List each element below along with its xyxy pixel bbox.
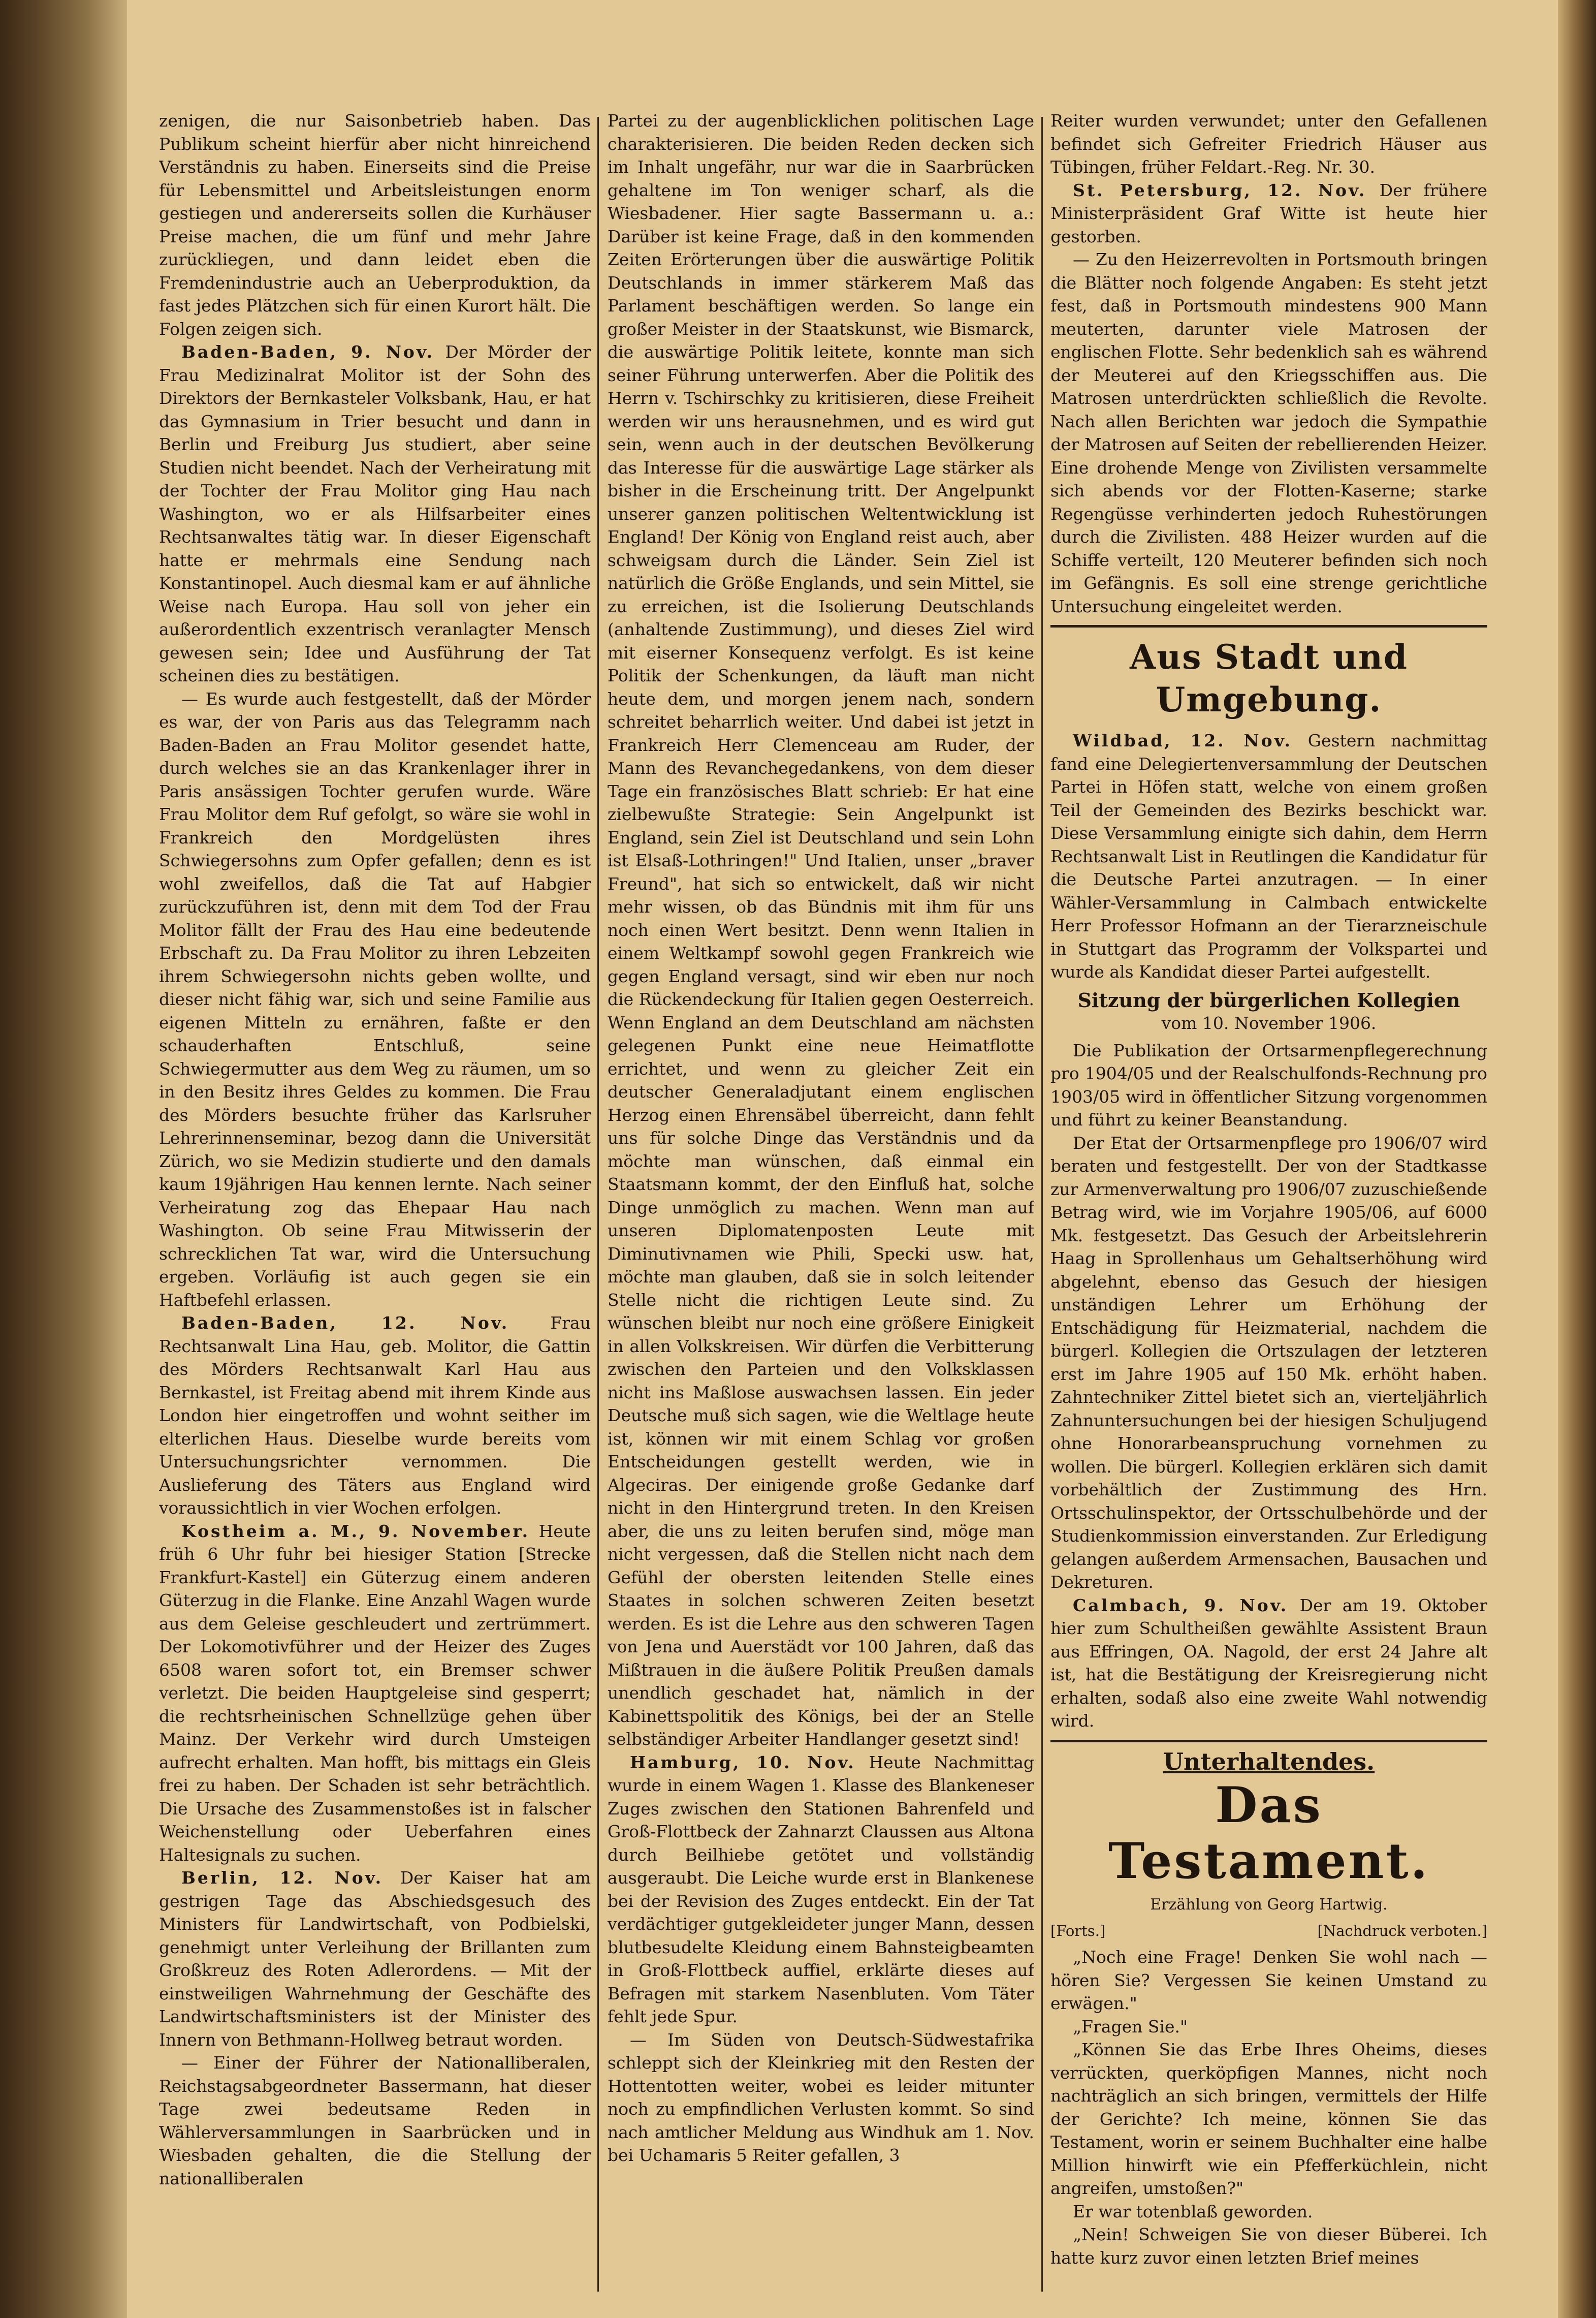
paragraph-text: Der frühere Ministerpräsident Graf Witte ist heute hier gestorben. [1050, 180, 1487, 246]
paragraph-text: Der Kaiser hat am gestrigen Tage das Abschiedsgesuch des Ministers für Landwirtschaft, von Podbielski, genehmigt unter Verleihung der Brillanten zum Großkreuz des Roten Adlerordens. — Mit der einstweiligen Wahrnehmung der Geschäfte des Landwirtschaftsministers ist der Minister des Innern von Bethmann-Hollweg betraut worden. [159, 1868, 591, 2050]
paragraph-text: Heute früh 6 Uhr fuhr bei hiesiger Station [Strecke Frankfurt-Kastel] ein Güterzug einem anderen Güterzug in die Flanke. Eine Anzahl Wagen wurde aus dem Geleise geschleudert und zertrümmert. Der Lokomotivführer und der Heizer des Zuges 6508 waren sofort tot, ein Bremser schwer verletzt. Die beiden Hauptgeleise sind gesperrt; die rechtsrheinischen Schnellzüge gehen über Mainz. Der Verkehr wird durch Umsteigen aufrecht erhalten. Man hofft, bis mittags ein Gleis frei zu haben. Der Schaden ist sehr beträchtlich. Die Ursache des Zusammenstoßes ist in falscher Weichenstellung oder Ueberfahren eines Haltesignals zu suchen. [159, 1521, 591, 1865]
paragraph-text: Reiter wurden verwundet; unter den Gefallenen befindet sich Gefreiter Friedrich Häuser aus Tübingen, früher Feldart.-Reg. Nr. 30. [1050, 111, 1487, 177]
dateline: Kostheim a. M., 9. November. [181, 1521, 530, 1541]
session-date: vom 10. November 1906. [1161, 1013, 1377, 1033]
dateline: Berlin, 12. Nov. [181, 1868, 384, 1888]
article-paragraph [159, 2051, 591, 2190]
dateline: St. Petersburg, 12. Nov. [1073, 180, 1367, 200]
section-divider [1050, 1740, 1487, 1742]
paragraph-text: zenigen, die nur Saisonbetrieb haben. Das Publikum scheint hierfür aber nicht hinreichend Verständnis zu haben. Einerseits sind die Preise für Lebensmittel und Arbeitsleistungen enorm gestiegen und andererseits sollen die Kurhäuser Preise machen, die um fünf und mehr Jahre zurückliegen, und dann leidet eben die Fremdenindustrie auch an Ueberproduktion, da fast jedes Plätzchen sich für einen Kurort hält. Die Folgen zeigen sich. [159, 111, 591, 339]
article-paragraph [159, 1311, 591, 1520]
story-paragraph: „Nein! Schweigen Sie von dieser Büberei. Ich hatte kurz zuvor einen letzten Brief meines [1050, 2225, 1487, 2268]
dateline: Baden-Baden, 12. Nov. [181, 1313, 509, 1333]
article-paragraph [1050, 109, 1487, 179]
paragraph-text: Die Publikation der Ortsarmenpflegerechnung pro 1904/05 und der Realschulfonds-Rechnung pro 1903/05 wird in öffentlicher Sitzung vorgenommen und führt zu keiner Beanstandung. [1050, 1040, 1487, 1130]
article-paragraph [1050, 729, 1487, 984]
article-paragraph [608, 2028, 1034, 2167]
paragraph-text: — Einer der Führer der Nationalliberalen, Reichstagsabgeordneter Bassermann, hat dieser Tage zwei bedeutsame Reden in Wählerversammlungen in Saarbrücken und in Wiesbaden gehalten, die die Stellung der nationalliberalen [159, 2053, 591, 2188]
paragraph-text: Der Mörder der Frau Medizinalrat Molitor ist der Sohn des Direktors der Bernkasteler Volksbank, Hau, er hat das Gymnasium in Trier besucht und dann in Berlin und Freiburg Jus studiert, aber seine Studien nicht beendet. Nach der Verheiratung mit der Tochter der Frau Molitor ging Hau nach Washington, wo er als Hilfsarbeiter eines Rechtsanwaltes tätig war. In dieser Eigenschaft hatte er mehrmals eine Sendung nach Konstantinopel. Auch diesmal kam er auf ähnliche Weise nach Europa. Hau soll von jeher ein außerordentlich exzentrisch veranlagter Mensch gewesen sein; Idee und Ausführung der Tat scheinen dies zu bestätigen. [159, 342, 591, 685]
column-rule [1041, 117, 1043, 2292]
paragraph-text: — Es wurde auch festgestellt, daß der Mörder es war, der von Paris aus das Telegramm nach Baden-Baden an Frau Molitor gesendet hatte, durch welches sie an das Krankenlager ihrer in Paris ansässigen Tochter gerufen wurde. Wäre Frau Molitor dem Ruf gefolgt, so wäre sie wohl in Frankreich den Mordgelüsten ihres Schwiegersohns zum Opfer gefallen; denn es ist wohl zweifellos, daß die Tat auf Habgier zurückzuführen ist, denn mit dem Tod der Frau Molitor fällt der Frau des Hau eine bedeutende Erbschaft zu. Da Frau Molitor zu ihren Lebzeiten ihrem Schwiegersohn nichts geben wollte, und dieser nicht fähig war, sich und seine Familie aus eigenen Mitteln zu ernähren, faßte er den schauderhaften Entschluß, seine Schwiegermutter aus dem Weg zu räumen, um so in den Besitz ihres Geldes zu kommen. Die Frau des Mörders besuchte früher das Karlsruher Lehrerinnenseminar, bezog dann die Universität Zürich, wo sie Medizin studierte und den damals kaum 19jährigen Hau kennen lernte. Nach seiner Verheiratung zog das Ehepaar Hau nach Washington. Ob seine Frau Mitwisserin der schrecklichen Tat war, wird die Untersuchung ergeben. Vorläufig ist auch gegen sie ein Haftbefehl erlassen. [159, 688, 591, 1310]
story-paragraph: „Fragen Sie." [1073, 2016, 1188, 2037]
column-3 [1050, 109, 1487, 2294]
story-paragraph: „Noch eine Frage! Denken Sie wohl nach — hören Sie? Vergessen Sie keinen Umstand zu erwägen." [1050, 1947, 1487, 2013]
dateline: Calmbach, 9. Nov. [1073, 1595, 1289, 1615]
article-paragraph [159, 109, 591, 340]
dateline: Baden-Baden, 9. Nov. [181, 342, 435, 362]
article-paragraph [159, 340, 591, 687]
book-spine [0, 0, 127, 2318]
reprint-note: [Nachdruck verboten.] [1317, 1922, 1487, 1939]
story-byline: Erzählung von Georg Hartwig. [1150, 1896, 1388, 1914]
paragraph-text: Partei zu der augenblicklichen politischen Lage charakterisieren. Die beiden Reden decken sich im Inhalt ungefähr, nur war die in Saarbrücken gehaltene im Ton weniger scharf, als die Wiesbadener. Hier sagte Bassermann u. a.: Darüber ist keine Frage, daß in den kommenden Zeiten Erörterungen über die auswärtige Politik Deutschlands in immer stärkerem Maß das Parlament beschäftigen werden. So lange ein großer Meister in der Staatskunst, wie Bismarck, die auswärtige Politik leitete, konnte man sich seiner Führung unterwerfen. Aber die Politik des Herrn v. Tschirschky zu kritisieren, diese Freiheit werden wir uns herausnehmen, und es wird gut sein, wenn auch in der deutschen Bevölkerung das Interesse für die auswärtige Lage stärker als bisher in die Erscheinung tritt. Der Angelpunkt unserer ganzen politischen Weltentwicklung ist England! Der König von England reist auch, aber schweigsam durch die Länder. Sein Ziel ist natürlich die Größe Englands, und sein Mittel, sie zu erreichen, ist die Isolierung Deutschlands (anhaltende Zustimmung), und dieses Ziel wird mit eiserner Konsequenz verfolgt. Es ist keine Politik der Schenkungen, da läuft man nicht heute dem, und morgen jenem nach, sondern schreitet beharrlich weiter. Und dabei ist jetzt in Frankreich Herr Clemenceau am Ruder, der Mann des Revanchegedankens, von dem dieser Tage ein französisches Blatt schrieb: Er hat eine zielbewußte Strategie: Sein Angelpunkt ist England, sein Ziel ist Deutschland und sein Lohn ist Elsaß-Lothringen!" Und Italien, unser „braver Freund", hat sich so entwickelt, daß wir nicht mehr wissen, ob das Bündnis mit ihm für uns noch einen Wert besitzt. Denn wenn Italien in einem Weltkampf sowohl gegen Frankreich wie gegen England versagt, sind wir eben nur noch die Rückendeckung für Italien gegen Oesterreich. Wenn England an dem Deutschland am nächsten gelegenen Punkt eine neue Heimatflotte errichtet, und wenn zu gleicher Zeit ein deutscher Generaladjutant einem englischen Herzog einen Ehrensäbel überreicht, dann fehlt uns für solche Dinge das Verständnis und da möchte man wünschen, daß einmal ein Staatsmann kommt, der den Einfluß hat, solche Dinge unmöglich zu machen. Wenn man auf unseren Diplomatenposten Leute mit Diminutivnamen wie Phili, Specki usw. hat, möchte man glauben, daß sie in solch leitender Stelle nicht die richtigen Leute sind. Zu wünschen bleibt nur noch eine größere Einigkeit in allen Volkskreisen. Wir dürfen die Verbitterung zwischen den Parteien und den Volksklassen nicht ins Maßlose auswachsen lassen. Ein jeder Deutsche muß sich sagen, wie die Weltlage heute ist, können wir mit einem Schlag vor großen Entscheidungen gestellt werden, wie in Algeciras. Der einigende große Gedanke darf nicht in den Hintergrund treten. In den Kreisen aber, die uns zu leiten berufen sind, möge man nicht vergessen, daß die Stellen nicht nach dem Gefühl der obersten leitenden Stelle eines Staates in solchen schweren Zeiten besetzt werden. Es ist die Lehre aus den schweren Tagen von Jena und Auerstädt vor 100 Jahren, daß das Mißtrauen in die äußere Politik Preußen damals unendlich geschadet hat, nämlich in der Kabinettspolitik des Königs, bei der an Stelle selbständiger Arbeiter Handlanger gesetzt sind! [608, 111, 1034, 1749]
story-notes [1050, 1920, 1487, 1943]
article-paragraph [159, 687, 591, 1312]
story-text [1050, 1946, 1487, 2269]
paragraph-text: — Im Süden von Deutsch-Südwestafrika schleppt sich der Kleinkrieg mit den Resten der Hottentotten weiter, wobei es leider mitunter noch zu empfindlichen Verlusten kommt. So sind nach amtlicher Meldung aus Windhuk am 1. Nov. bei Uchamaris 5 Reiter gefallen, 3 [608, 2029, 1034, 2165]
dateline: Wildbad, 12. Nov. [1073, 731, 1293, 750]
dateline: Hamburg, 10. Nov. [630, 1752, 856, 1772]
article-paragraph [608, 109, 1034, 1751]
column-rule [597, 117, 599, 2292]
feuilleton-label: Unterhaltendes. [1163, 1747, 1375, 1775]
local-news [1050, 729, 1487, 984]
article-paragraph [1050, 1594, 1487, 1733]
article-paragraph [1050, 1039, 1487, 1132]
continued-note: [Forts.] [1050, 1922, 1106, 1939]
article-paragraph [1050, 248, 1487, 618]
article-paragraph [1050, 1132, 1487, 1594]
session-heading: Sitzung der bürgerlichen Kollegien [1077, 988, 1460, 1012]
column-3-news [1050, 109, 1487, 618]
paragraph-text: Frau Rechtsanwalt Lina Hau, geb. Molitor, die Gattin des Mörders Rechtsanwalt Karl Hau aus Bernkastel, ist Freitag abend mit ihrem Kinde aus London hier eingetroffen und wohnt seither im elterlichen Haus. Dieselbe wurde bereits vom Untersuchungsrichter vernommen. Die Auslieferung des Täters aus England wird voraussichtlich in vier Wochen erfolgen. [159, 1313, 591, 1518]
column-1 [159, 109, 591, 2294]
article-paragraph [159, 1866, 591, 2051]
article-paragraph [1050, 179, 1487, 248]
paragraph-text: Heute Nachmittag wurde in einem Wagen 1. Klasse des Blankeneser Zuges zwischen den Stationen Bahrenfeld und Groß-Flottbeck der Zahnarzt Claussen aus Altona durch Beilhiebe getötet und vollständig ausgeraubt. Die Leiche wurde erst in Blankenese bei der Revision des Zuges entdeckt. Ein der Tat verdächtiger gutgekleideter junger Mann, dessen blutbesudelte Kleidung einem Bahnsteigbeamten in Groß-Flottbeck auffiel, erklärte dieses auf Befragen mit starkem Nasenbluten. Vom Täter fehlt jede Spur. [608, 1752, 1034, 2026]
article-paragraph [608, 1751, 1034, 2028]
story-paragraph: Er war totenblaß geworden. [1073, 2201, 1313, 2221]
session-report [1050, 1039, 1487, 1733]
paragraph-text: Der Etat der Ortsarmenpflege pro 1906/07 wird beraten und festgestellt. Der von der Stadtkasse zur Armenverwaltung pro 1906/07 zuzuschießende Betrag wird, wie im Vorjahre 1905/06, auf 6000 Mk. festgesetzt. Das Gesuch der Arbeitslehrerin Haag in Sprollenhaus um Gehaltserhöhung wird abgelehnt, ebenso das Gesuch der hiesigen unständigen Lehrer um Erhöhung der Entschädigung für Heizmaterial, nachdem die bürgerl. Kollegien die Ortszulagen der letzteren erst im Jahre 1905 auf 150 Mk. erhöht haben. Zahntechniker Zittel bietet sich an, vierteljährlich Zahnuntersuchungen bei der hiesigen Schuljugend ohne Honorarbeanspruchung vornehmen zu wollen. Die bürgerl. Kollegien erklären sich damit vorbehältlich der Zustimmung des Hrn. Ortsschulinspektor, der Ortsschulbehörde und der Studienkommission einverstanden. Zur Erledigung gelangen außerdem Armensachen, Bausachen und Dekreturen. [1050, 1133, 1487, 1592]
section-divider [1050, 625, 1487, 628]
article-paragraph [159, 1520, 591, 1867]
column-2 [608, 109, 1034, 2294]
paragraph-text: Gestern nachmittag fand eine Delegiertenversammlung der Deutschen Partei in Höfen statt, welche von einem großen Teil der Gemeinden des Bezirks beschickt war. Diese Versammlung einigte sich dahin, dem Herrn Rechtsanwalt List in Reutlingen die Kandidatur für die Deutsche Partei anzutragen. — In einer Wähler-Versammlung in Calmbach entwickelte Herr Professor Hofmann an der Tierarzneischule in Stuttgart das Programm der Volkspartei und wurde als Kandidat dieser Partei aufgestellt. [1050, 731, 1487, 982]
story-title: Das Testament. [1108, 1776, 1430, 1890]
story-paragraph: „Können Sie das Erbe Ihres Oheims, dieses verrückten, querköpfigen Mannes, nicht noch nachträglich an sich bringen, vermittels der Hilfe der Gerichte? Ich meine, können Sie das Testament, worin er seinem Buchhalter eine halbe Million hinwirft wie ein Pfefferküchlein, nicht angreifen, umstoßen?" [1050, 2040, 1487, 2198]
section-heading: Aus Stadt und Umgebung. [1130, 637, 1408, 719]
paragraph-text: — Zu den Heizerrevolten in Portsmouth bringen die Blätter noch folgende Angaben: Es steht jetzt fest, daß in Portsmouth mindestens 900 Mann meuterten, darunter viele Matrosen der englischen Flotte. Sehr bedenklich sah es während der Meuterei auf den Kriegsschiffen aus. Die Matrosen unterdrückten schließlich die Revolte. Nach allen Berichten war jedoch die Sympathie der Matrosen auf Seiten der rebellierenden Heizer. Eine drohende Menge von Zivilisten versammelte sich abends vor der Flotten-Kaserne; starke Regengüsse verhinderten jedoch Ruhestörungen durch die Zivilisten. 488 Heizer wurden auf die Schiffe verteilt, 120 Meuterer befinden sich noch im Gefängnis. Es soll eine strenge gerichtliche Untersuchung eingeleitet werden. [1050, 249, 1487, 616]
paragraph-text: Der am 19. Oktober hier zum Schultheißen gewählte Assistent Braun aus Effringen, OA. Nagold, der erst 24 Jahre alt ist, hat die Bestätigung der Kreisregierung nicht erhalten, sodaß also eine zweite Wahl notwendig wird. [1050, 1595, 1487, 1731]
page-edge [1558, 0, 1596, 2318]
